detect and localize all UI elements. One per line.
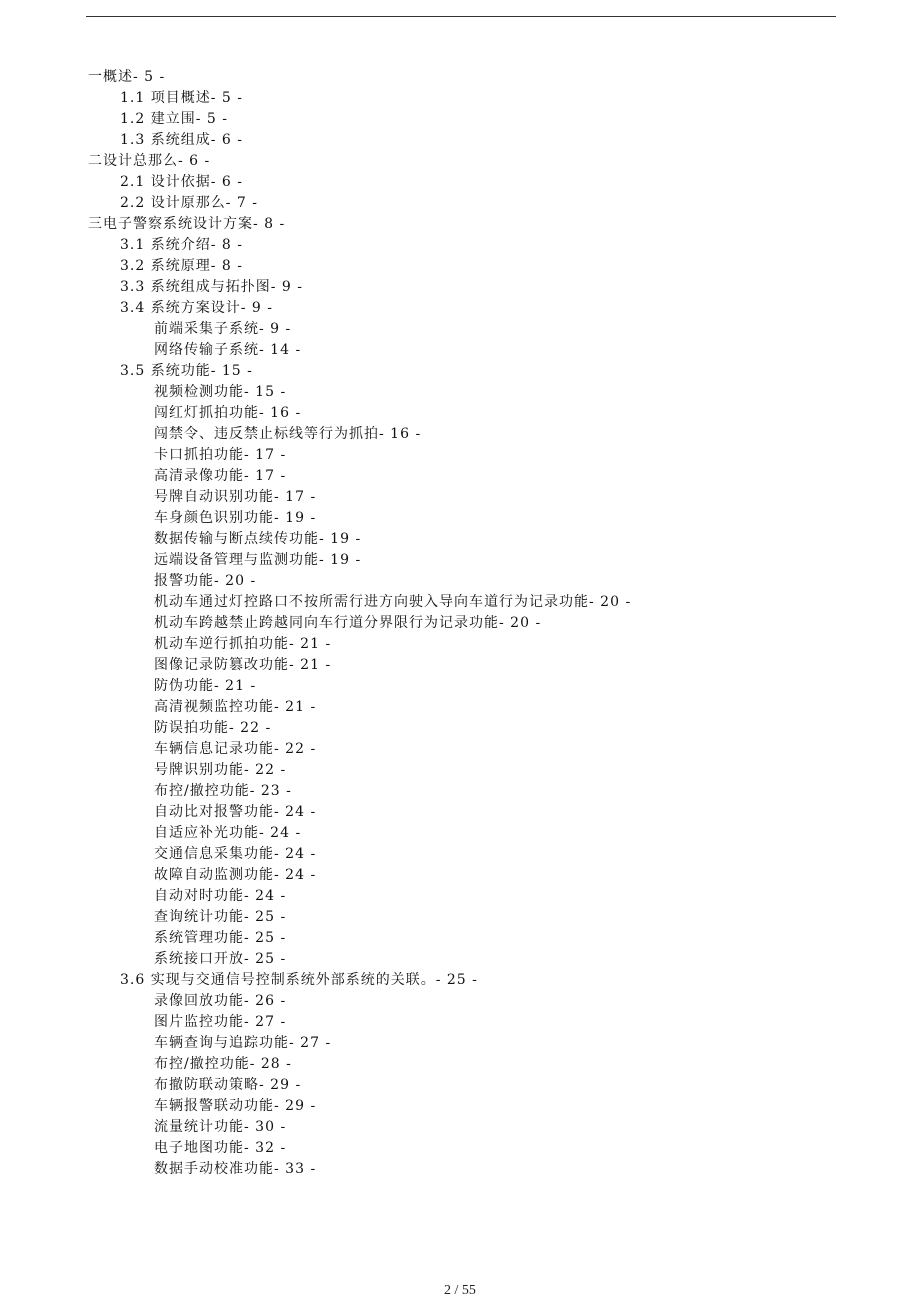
toc-entry-level-3[interactable]: 布控/撤控功能- 28 - <box>154 1056 292 1072</box>
toc-entry-level-1[interactable]: 一概述- 5 - <box>88 69 166 85</box>
toc-entry-level-3[interactable]: 电子地图功能- 32 - <box>154 1140 287 1156</box>
toc-entry-level-2[interactable]: 1.2 建立围- 5 - <box>120 111 228 127</box>
toc-entry-level-3[interactable]: 远端设备管理与监测功能- 19 - <box>154 552 362 568</box>
toc-entry-level-3[interactable]: 自动对时功能- 24 - <box>154 888 287 904</box>
toc-entry-level-3[interactable]: 查询统计功能- 25 - <box>154 909 287 925</box>
toc-entry-level-3[interactable]: 自适应补光功能- 24 - <box>154 825 302 841</box>
toc-entry-level-3[interactable]: 车身颜色识别功能- 19 - <box>154 510 317 526</box>
toc-entry-level-3[interactable]: 报警功能- 20 - <box>154 573 257 589</box>
toc-entry-level-3[interactable]: 防误拍功能- 22 - <box>154 720 272 736</box>
toc-entry-level-3[interactable]: 布控/撤控功能- 23 - <box>154 783 292 799</box>
toc-entry-level-2[interactable]: 1.1 项目概述- 5 - <box>120 90 243 106</box>
toc-entry-level-3[interactable]: 图片监控功能- 27 - <box>154 1014 287 1030</box>
toc-entry-level-3[interactable]: 交通信息采集功能- 24 - <box>154 846 317 862</box>
toc-entry-level-2[interactable]: 3.2 系统原理- 8 - <box>120 258 243 274</box>
toc-entry-level-2[interactable]: 3.1 系统介绍- 8 - <box>120 237 243 253</box>
toc-entry-level-3[interactable]: 闯红灯抓拍功能- 16 - <box>154 405 302 421</box>
toc-entry-level-3[interactable]: 图像记录防篡改功能- 21 - <box>154 657 332 673</box>
header-rule <box>86 16 836 17</box>
toc-entry-level-2[interactable]: 3.4 系统方案设计- 9 - <box>120 300 273 316</box>
toc-entry-level-3[interactable]: 自动比对报警功能- 24 - <box>154 804 317 820</box>
toc-entry-level-3[interactable]: 视频检测功能- 15 - <box>154 384 287 400</box>
toc-entry-level-3[interactable]: 号牌识别功能- 22 - <box>154 762 287 778</box>
toc-entry-level-2[interactable]: 1.3 系统组成- 6 - <box>120 132 243 148</box>
toc-entry-level-3[interactable]: 车辆查询与追踪功能- 27 - <box>154 1035 332 1051</box>
toc-entry-level-3[interactable]: 闯禁令、违反禁止标线等行为抓拍- 16 - <box>154 426 422 442</box>
toc-entry-level-3[interactable]: 故障自动监测功能- 24 - <box>154 867 317 883</box>
toc-entry-level-3[interactable]: 高清视频监控功能- 21 - <box>154 699 317 715</box>
table-of-contents <box>88 67 631 1180</box>
toc-entry-level-3[interactable]: 高清录像功能- 17 - <box>154 468 287 484</box>
toc-entry-level-2[interactable]: 2.1 设计依据- 6 - <box>120 174 243 190</box>
toc-entry-level-3[interactable]: 机动车逆行抓拍功能- 21 - <box>154 636 332 652</box>
toc-entry-level-3[interactable]: 卡口抓拍功能- 17 - <box>154 447 287 463</box>
toc-entry-level-3[interactable]: 系统管理功能- 25 - <box>154 930 287 946</box>
toc-entry-level-3[interactable]: 机动车跨越禁止跨越同向车行道分界限行为记录功能- 20 - <box>154 615 542 631</box>
toc-entry-level-3[interactable]: 车辆信息记录功能- 22 - <box>154 741 317 757</box>
toc-entry-level-3[interactable]: 布撤防联动策略- 29 - <box>154 1077 302 1093</box>
toc-entry-level-3[interactable]: 流量统计功能- 30 - <box>154 1119 287 1135</box>
toc-entry-level-3[interactable]: 系统接口开放- 25 - <box>154 951 287 967</box>
toc-entry-level-2[interactable]: 3.5 系统功能- 15 - <box>120 363 253 379</box>
toc-entry-level-3[interactable]: 机动车通过灯控路口不按所需行进方向驶入导向车道行为记录功能- 20 - <box>154 594 632 610</box>
toc-entry-level-3[interactable]: 录像回放功能- 26 - <box>154 993 287 1009</box>
toc-entry-level-3[interactable]: 前端采集子系统- 9 - <box>154 321 292 337</box>
toc-entry-level-3[interactable]: 网络传输子系统- 14 - <box>154 342 302 358</box>
toc-entry-level-2[interactable]: 3.6 实现与交通信号控制系统外部系统的关联。- 25 - <box>120 972 478 988</box>
toc-entry-level-1[interactable]: 三电子警察系统设计方案- 8 - <box>88 216 286 232</box>
page-number: 2 / 55 <box>444 1283 476 1298</box>
toc-entry-level-1[interactable]: 二设计总那么- 6 - <box>88 153 211 169</box>
toc-entry-level-3[interactable]: 号牌自动识别功能- 17 - <box>154 489 317 505</box>
toc-entry-level-2[interactable]: 2.2 设计原那么- 7 - <box>120 195 258 211</box>
toc-entry-level-3[interactable]: 数据传输与断点续传功能- 19 - <box>154 531 362 547</box>
toc-entry-level-3[interactable]: 车辆报警联动功能- 29 - <box>154 1098 317 1114</box>
toc-entry-level-3[interactable]: 数据手动校准功能- 33 - <box>154 1161 317 1177</box>
toc-entry-level-3[interactable]: 防伪功能- 21 - <box>154 678 257 694</box>
toc-entry-level-2[interactable]: 3.3 系统组成与拓扑图- 9 - <box>120 279 303 295</box>
